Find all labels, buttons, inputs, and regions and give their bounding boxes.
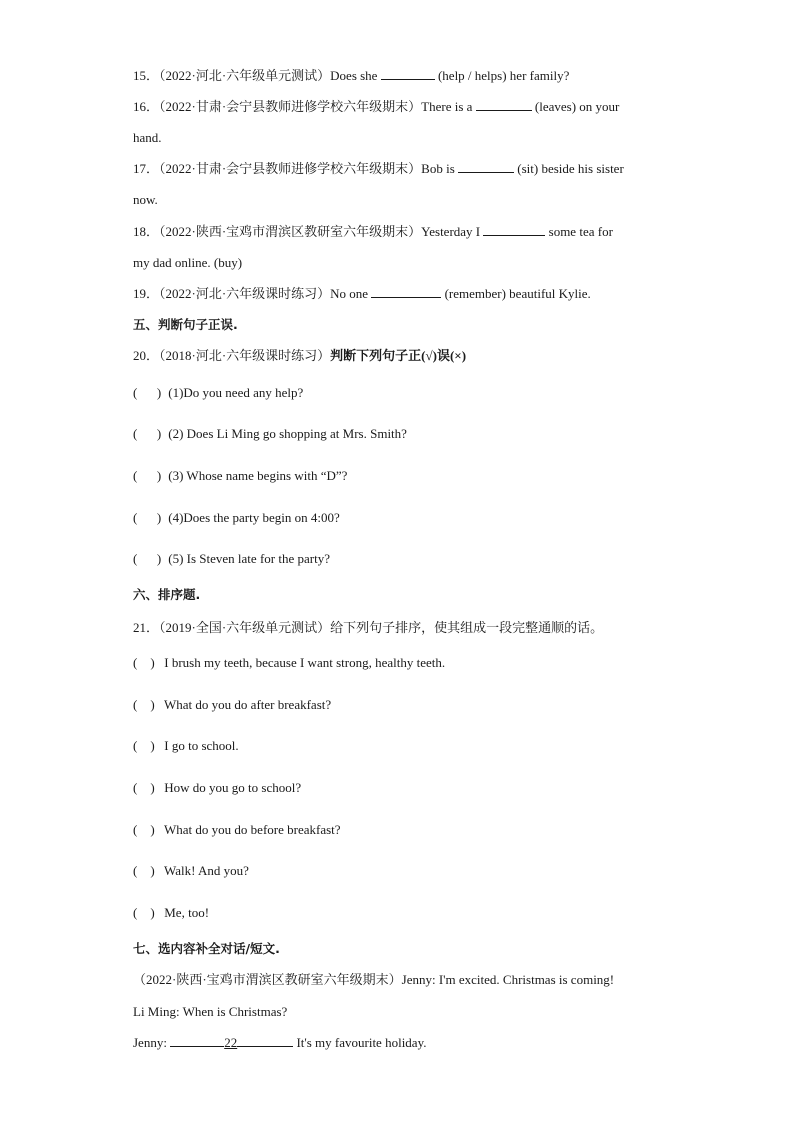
section-5-heading: 五、判断句子正误. (133, 317, 238, 332)
question-20-source: 20．（2018·河北·六年级课时练习） (133, 348, 331, 363)
ordering-sentence: I go to school. (164, 738, 239, 753)
order-paren[interactable]: ( ) (133, 655, 155, 670)
dialogue-speaker: Jenny: (133, 1035, 171, 1050)
statement-text: (1)Do you need any help? (168, 385, 304, 400)
answer-blank-17[interactable] (458, 160, 514, 173)
blank-number: 22 (224, 1035, 238, 1050)
section-7-heading: 七、选内容补全对话/短文. (133, 941, 280, 956)
question-17-hint: (sit) beside his sister (517, 161, 624, 176)
question-16-text: 16．（2022·甘肃·会宁县教师进修学校六年级期末）There is a (133, 99, 473, 114)
ordering-row (133, 737, 239, 755)
answer-blank-22-right[interactable] (237, 1034, 293, 1047)
statement-row (133, 425, 407, 443)
section-6-heading: 六、排序题. (133, 587, 201, 602)
question-15-hint: (help / helps) her family? (437, 68, 570, 83)
statement-text: (3) Whose name begins with “D”? (168, 468, 348, 483)
answer-blank-16[interactable] (476, 98, 532, 111)
answer-blank-15[interactable] (381, 67, 435, 80)
statement-row (133, 509, 340, 527)
question-20-instruction: 判断下列句子正(√)误(×) (330, 348, 467, 363)
question-18-continued: my dad online. (buy) (133, 255, 243, 270)
question-16-continued: hand. (133, 130, 162, 145)
ordering-sentence: Walk! And you? (164, 863, 249, 878)
ordering-row (133, 821, 341, 839)
dialogue-intro: （2022·陕西·宝鸡市渭滨区教研室六年级期末）Jenny: I'm excited. Christmas is coming! (133, 972, 615, 987)
ordering-row (133, 904, 209, 922)
answer-blank-22-left[interactable] (170, 1034, 224, 1047)
order-paren[interactable]: ( ) (133, 697, 155, 712)
question-16-hint: (leaves) on your (534, 99, 620, 114)
question-15-text: 15．（2022·河北·六年级单元测试）Does she (133, 68, 378, 83)
question-19-hint: (remember) beautiful Kylie. (444, 286, 591, 301)
statement-row (133, 467, 347, 485)
order-paren[interactable]: ( ) (133, 822, 155, 837)
answer-blank-19[interactable] (371, 285, 441, 298)
question-19 (133, 285, 591, 303)
answer-paren[interactable]: ( ) (133, 510, 162, 525)
question-17-text: 17．（2022·甘肃·会宁县教师进修学校六年级期末）Bob is (133, 161, 455, 176)
question-18-text: 18．（2022·陕西·宝鸡市渭滨区教研室六年级期末）Yesterday I (133, 224, 481, 239)
order-paren[interactable]: ( ) (133, 863, 155, 878)
ordering-sentence: I brush my teeth, because I want strong, healthy teeth. (164, 655, 446, 670)
question-16 (133, 98, 619, 116)
statement-text: (5) Is Steven late for the party? (168, 551, 330, 566)
ordering-row (133, 654, 445, 672)
answer-paren[interactable]: ( ) (133, 385, 162, 400)
answer-paren[interactable]: ( ) (133, 551, 162, 566)
statement-row (133, 384, 303, 402)
order-paren[interactable]: ( ) (133, 780, 155, 795)
dialogue-line-with-blank (133, 1034, 426, 1052)
question-17-continued: now. (133, 192, 158, 207)
question-15 (133, 67, 569, 85)
ordering-sentence: What do you do before breakfast? (164, 822, 341, 837)
order-paren[interactable]: ( ) (133, 738, 155, 753)
ordering-row (133, 696, 331, 714)
statement-text: (2) Does Li Ming go shopping at Mrs. Smith? (168, 426, 407, 441)
question-20 (133, 347, 466, 365)
statement-row (133, 550, 330, 568)
dialogue-line: Li Ming: When is Christmas? (133, 1004, 288, 1019)
order-paren[interactable]: ( ) (133, 905, 155, 920)
question-17 (133, 160, 624, 178)
ordering-sentence: How do you go to school? (164, 780, 302, 795)
answer-paren[interactable]: ( ) (133, 426, 162, 441)
ordering-sentence: What do you do after breakfast? (164, 697, 332, 712)
question-21: 21．（2019·全国·六年级单元测试）给下列句子排序，使其组成一段完整通顺的话。 (133, 620, 604, 635)
question-18 (133, 223, 613, 241)
ordering-sentence: Me, too! (164, 905, 210, 920)
ordering-row (133, 779, 301, 797)
ordering-row (133, 862, 249, 880)
answer-paren[interactable]: ( ) (133, 468, 162, 483)
answer-blank-18[interactable] (483, 223, 545, 236)
dialogue-text: It's my favourite holiday. (293, 1035, 427, 1050)
statement-text: (4)Does the party begin on 4:00? (168, 510, 340, 525)
question-18-hint: some tea for (548, 224, 613, 239)
question-19-text: 19．（2022·河北·六年级课时练习）No one (133, 286, 369, 301)
